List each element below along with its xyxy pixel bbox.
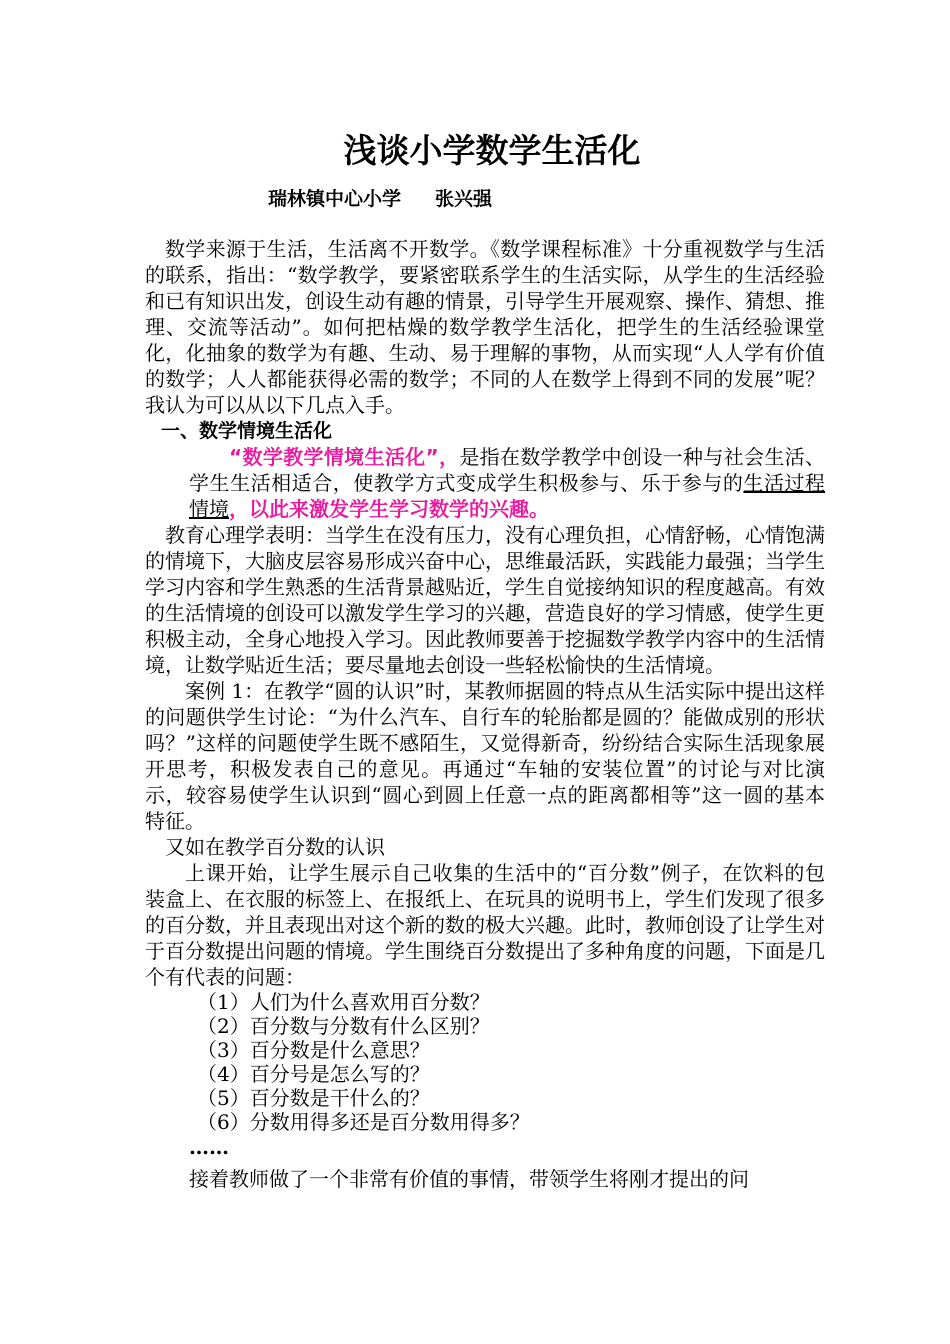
definition-paragraph: [189, 444, 825, 522]
list-item: （2）百分数与分数有什么区别？: [197, 1014, 490, 1038]
list-item: （4）百分号是怎么写的？: [197, 1062, 430, 1086]
also-paragraph: 又如在教学百分数的认识: [165, 835, 385, 859]
definition-highlight: ，以此来激发学生学习数学的兴趣。: [229, 497, 549, 521]
author-line: [268, 185, 492, 213]
author-school: 瑞林镇中心小学: [268, 188, 402, 210]
list-item: （1）人们为什么喜欢用百分数？: [197, 990, 490, 1014]
question-list: [145, 990, 825, 1134]
intro-paragraph: 数学来源于生活，生活离不开数学。《数学课程标准》十分重视数学与生活的联系，指出：“数学教学，要紧密联系学生的生活实际，从学生的生活经验和已有知识出发，创设生动有趣的情景，引导学生开展观察、操作、猜想、推理、交流等活动”。如何把枯燥的数学教学生活化，把学生的生活经验课堂化，化抽象的数学为有趣、生动、易于理解的事物，从而实现“人人学有价值的数学；人人都能获得必需的数学；不同的人在数学上得到不同的发展”呢？我认为可以从以下几点入手。: [145, 237, 825, 417]
section-heading: 一、数学情境生活化: [161, 420, 333, 442]
definition-quote: “数学教学情境生活化”，: [229, 445, 460, 469]
ellipsis: ……: [189, 1135, 229, 1159]
article-body: [145, 236, 825, 1192]
list-item: （6）分数用得多还是百分数用得多？: [197, 1110, 530, 1134]
page-title: 浅谈小学数学生活化: [343, 131, 641, 170]
list-item: （5）百分数是干什么的？: [197, 1086, 430, 1110]
case-paragraph: 案例 1：在教学“圆的认识”时，某教师据圆的特点从生活实际中提出这样的问题供学生讨论：“为什么汽车、自行车的轮胎都是圆的？能做成别的形状吗？”这样的问题使学生既不感陌生，又觉得新奇，纷纷结合实际生活现象展开思考，积极发表自己的意见。再通过“车轴的安装位置”的讨论与对比演示，较容易使学生认识到“圆心到圆上任意一点的距离都相等”这一圆的基本特征。: [145, 679, 825, 833]
closing-paragraph: 接着教师做了一个非常有价值的事情，带领学生将刚才提出的问: [189, 1167, 749, 1191]
author-name: 张兴强: [435, 188, 493, 210]
lesson-paragraph: 上课开始，让学生展示自己收集的生活中的“百分数”例子，在饮料的包装盒上、在衣服的标签上、在报纸上、在玩具的说明书上，学生们发现了很多的百分数，并且表现出对这个新的数的极大兴趣。此时，教师创设了让学生对于百分数提出问题的情境。学生围绕百分数提出了多种角度的问题，下面是几个有代表的问题：: [145, 861, 825, 989]
list-item: （3）百分数是什么意思？: [197, 1038, 430, 1062]
definition-underlined: 生活过程情境: [189, 471, 826, 521]
definition-text: 是指在数学教学中创设一种与社会生活、学生生活相适合，使教学方式变成学生积极参与、乐于参与的: [189, 445, 826, 495]
psychology-paragraph: 教育心理学表明：当学生在没有压力，没有心理负担，心情舒畅，心情饱满的情境下，大脑皮层容易形成兴奋中心，思维最活跃，实践能力最强；当学生学习内容和学生熟悉的生活背景越贴近，学生自觉接纳知识的程度越高。有效的生活情境的创设可以激发学生学习的兴趣，营造良好的学习情感，使学生更积极主动，全身心地投入学习。因此教师要善于挖掘数学教学内容中的生活情境，让数学贴近生活；要尽量地去创设一些轻松愉快的生活情境。: [145, 523, 825, 677]
